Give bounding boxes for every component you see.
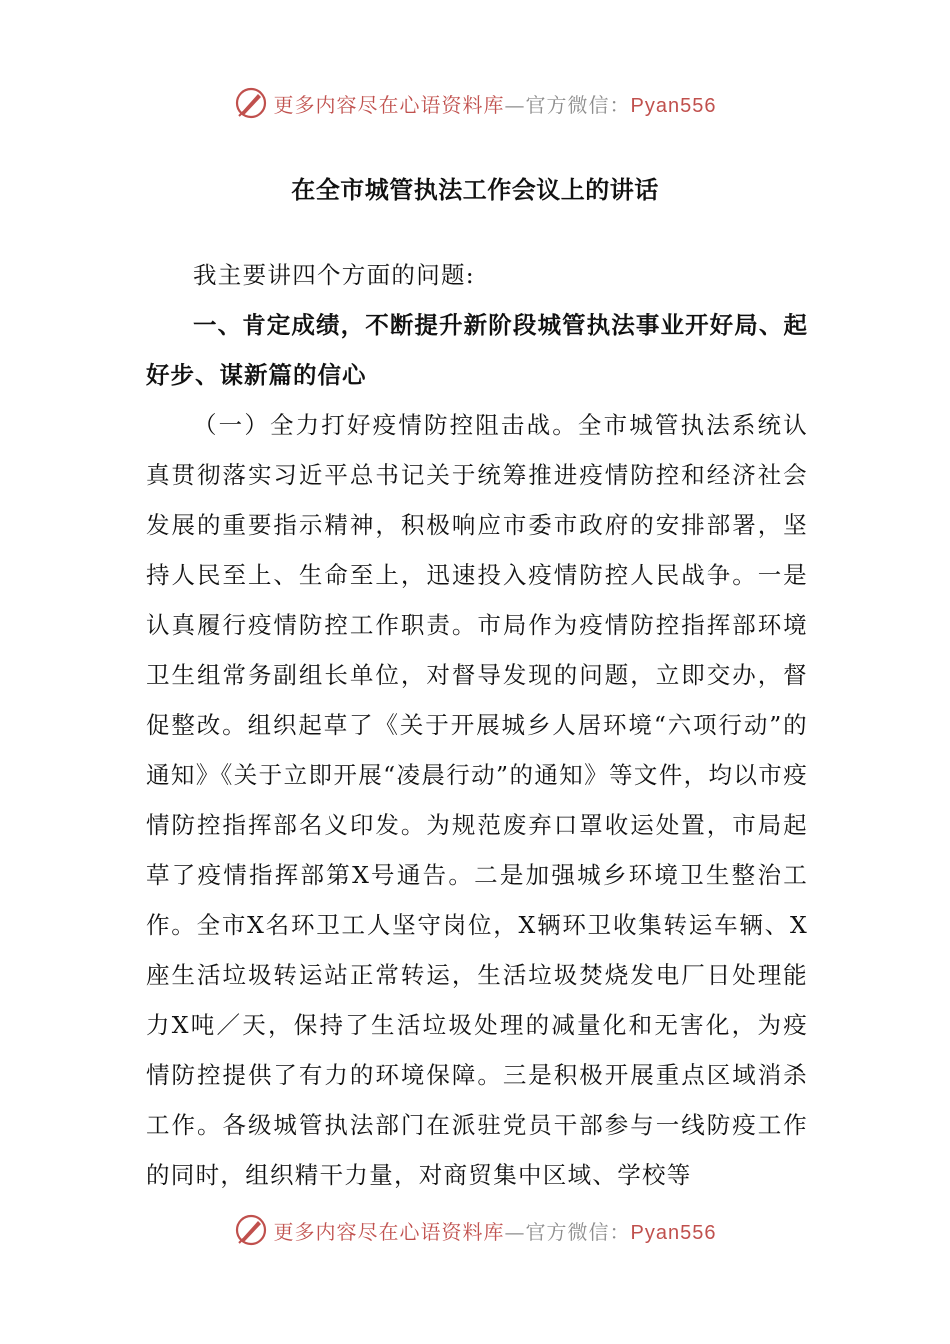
watermark-banner-bottom: [0, 1210, 950, 1250]
watermark-main: 更多内容尽在心语资料库: [273, 1219, 505, 1244]
watermark-banner-top: [0, 83, 950, 123]
watermark-main: 更多内容尽在心语资料库: [273, 92, 505, 117]
watermark-wechat-id: Pyan556: [630, 1221, 717, 1244]
watermark-wechat-id: Pyan556: [630, 94, 717, 117]
watermark-official-label: 官方微信：: [525, 1219, 631, 1244]
watermark-text: [274, 89, 717, 118]
quill-pen-logo-icon: [234, 86, 268, 120]
watermark-separator: —: [504, 92, 526, 117]
intro-paragraph: 我主要讲四个方面的问题:: [193, 261, 476, 289]
document-body: [146, 250, 808, 1200]
watermark-text: [274, 1216, 717, 1245]
section-heading: 一、肯定成绩，不断提升新阶段城管执法事业开好局、起好步、谋新篇的信心: [146, 311, 808, 389]
body-paragraph: （一）全力打好疫情防控阻击战。全市城管执法系统认真贯彻落实习近平总书记关于统筹推进疫情防控和经济社会发展的重要指示精神，积极响应市委市政府的安排部署，坚持人民至上、生命至上，迅速投入疫情防控人民战争。一是认真履行疫情防控工作职责。市局作为疫情防控指挥部环境卫生组常务副组长单位，对督导发现的问题，立即交办，督促整改。组织起草了《关于开展城乡人居环境“六项行动”的通知》《关于立即开展“凌晨行动”的通知》等文件，均以市疫情防控指挥部名义印发。为规范废弃口罩收运处置，市局起草了疫情指挥部第X号通告。二是加强城乡环境卫生整治工作。全市X名环卫工人坚守岗位，X辆环卫收集转运车辆、X座生活垃圾转运站正常转运，生活垃圾焚烧发电厂日处理能力X吨／天，保持了生活垃圾处理的减量化和无害化，为疫情防控提供了有力的环境保障。三是积极开展重点区域消杀工作。各级城管执法部门在派驻党员干部参与一线防疫工作的同时，组织精干力量，对商贸集中区域、学校等: [146, 411, 808, 1189]
watermark-separator: —: [504, 1219, 526, 1244]
document-title: 在全市城管执法工作会议上的讲话: [291, 176, 659, 204]
watermark-official-label: 官方微信：: [525, 92, 631, 117]
quill-pen-logo-icon: [234, 1213, 268, 1247]
